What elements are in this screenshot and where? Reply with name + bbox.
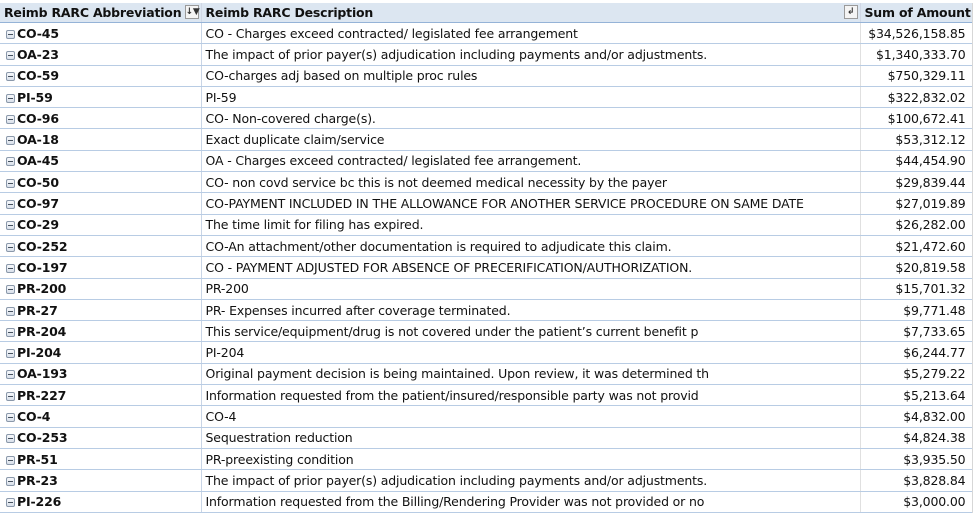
description-cell[interactable]: CO-charges adj based on multiple proc rules	[201, 65, 860, 86]
pivot-header-row	[0, 3, 972, 23]
amount-cell[interactable]: $6,244.77	[860, 342, 972, 363]
collapse-minus-icon[interactable]	[6, 434, 15, 443]
abbreviation-value: PR-27	[17, 302, 58, 318]
collapse-minus-icon[interactable]	[6, 115, 15, 124]
amount-cell[interactable]: $3,828.84	[860, 470, 972, 491]
amount-cell[interactable]: $4,832.00	[860, 406, 972, 427]
abbreviation-cell[interactable]	[0, 448, 201, 469]
amount-cell[interactable]: $27,019.89	[860, 193, 972, 214]
adjacent-empty-column	[972, 3, 980, 513]
table-row[interactable]	[0, 385, 972, 406]
abbreviation-cell[interactable]	[0, 129, 201, 150]
description-cell[interactable]: CO - Charges exceed contracted/ legislated fee arrangement	[201, 23, 860, 44]
description-cell[interactable]: PI-59	[201, 86, 860, 107]
collapse-minus-icon[interactable]	[6, 456, 15, 465]
pivot-body	[0, 23, 972, 513]
collapse-minus-icon[interactable]	[6, 72, 15, 81]
description-cell[interactable]: Original payment decision is being maintained. Upon review, it was determined th	[201, 363, 860, 384]
amount-column-header[interactable]	[860, 3, 972, 23]
abbreviation-value: PR-200	[17, 281, 67, 297]
abbreviation-value: CO-29	[17, 217, 59, 233]
description-cell[interactable]: OA - Charges exceed contracted/ legislated fee arrangement.	[201, 150, 860, 171]
table-row[interactable]	[0, 406, 972, 427]
abbreviation-cell[interactable]	[0, 214, 201, 235]
description-cell[interactable]: PI-204	[201, 342, 860, 363]
table-row[interactable]	[0, 44, 972, 65]
abbreviation-value: OA-45	[17, 153, 59, 169]
pivot-table	[0, 3, 973, 513]
abbreviation-cell[interactable]	[0, 363, 201, 384]
collapse-minus-icon[interactable]	[6, 30, 15, 39]
abbreviation-value: CO-96	[17, 110, 59, 126]
abbreviation-cell[interactable]	[0, 491, 201, 512]
description-cell[interactable]: CO - PAYMENT ADJUSTED FOR ABSENCE OF PRECERIFICATION/AUTHORIZATION.	[201, 257, 860, 278]
abbreviation-cell[interactable]	[0, 470, 201, 491]
abbreviation-cell[interactable]	[0, 108, 201, 129]
abbreviation-cell[interactable]	[0, 44, 201, 65]
table-row[interactable]	[0, 299, 972, 320]
amount-cell[interactable]: $4,824.38	[860, 427, 972, 448]
table-row[interactable]	[0, 150, 972, 171]
collapse-minus-icon[interactable]	[6, 328, 15, 337]
description-column-header[interactable]	[201, 3, 860, 23]
abbreviation-value: PI-226	[17, 494, 62, 510]
collapse-minus-icon[interactable]	[6, 413, 15, 422]
collapse-minus-icon[interactable]	[6, 94, 15, 103]
amount-cell[interactable]: $34,526,158.85	[860, 23, 972, 44]
amount-header-label: Sum of Amount	[864, 5, 971, 20]
abbreviation-value: CO-45	[17, 25, 59, 41]
abbreviation-cell[interactable]	[0, 235, 201, 256]
table-row[interactable]	[0, 342, 972, 363]
table-row[interactable]	[0, 214, 972, 235]
abbreviation-cell[interactable]	[0, 150, 201, 171]
collapse-minus-icon[interactable]	[6, 285, 15, 294]
table-row[interactable]	[0, 172, 972, 193]
table-row[interactable]	[0, 257, 972, 278]
description-cell[interactable]: CO-4	[201, 406, 860, 427]
table-row[interactable]	[0, 23, 972, 44]
amount-cell[interactable]: $3,935.50	[860, 448, 972, 469]
description-cell[interactable]: The time limit for filing has expired.	[201, 214, 860, 235]
abbreviation-cell[interactable]	[0, 299, 201, 320]
table-row[interactable]	[0, 108, 972, 129]
amount-cell[interactable]: $9,771.48	[860, 299, 972, 320]
abbreviation-value: PI-204	[17, 345, 62, 361]
amount-cell[interactable]: $53,312.12	[860, 129, 972, 150]
table-row[interactable]	[0, 129, 972, 150]
abbreviation-cell[interactable]	[0, 193, 201, 214]
amount-cell[interactable]: $26,282.00	[860, 214, 972, 235]
collapse-minus-icon[interactable]	[6, 370, 15, 379]
amount-cell[interactable]: $750,329.11	[860, 65, 972, 86]
collapse-minus-icon[interactable]	[6, 51, 15, 60]
abbreviation-value: CO-59	[17, 68, 59, 84]
description-cell[interactable]: Information requested from the patient/insured/responsible party was not provid	[201, 385, 860, 406]
collapse-minus-icon[interactable]	[6, 264, 15, 273]
table-row[interactable]	[0, 491, 972, 512]
abbreviation-value: CO-253	[17, 430, 68, 446]
collapse-minus-icon[interactable]	[6, 157, 15, 166]
amount-cell[interactable]: $100,672.41	[860, 108, 972, 129]
abbreviation-value: PR-227	[17, 387, 67, 403]
amount-cell[interactable]: $20,819.58	[860, 257, 972, 278]
abbreviation-cell[interactable]	[0, 406, 201, 427]
abbreviation-cell[interactable]	[0, 65, 201, 86]
collapse-minus-icon[interactable]	[6, 136, 15, 145]
table-row[interactable]	[0, 448, 972, 469]
description-cell[interactable]: This service/equipment/drug is not covered under the patient’s current benefit p	[201, 321, 860, 342]
description-cell[interactable]: CO-PAYMENT INCLUDED IN THE ALLOWANCE FOR ANOTHER SERVICE PROCEDURE ON SAME DATE	[201, 193, 860, 214]
abbreviation-value: PR-51	[17, 451, 58, 467]
abbreviation-cell[interactable]	[0, 257, 201, 278]
abbreviation-value: PR-23	[17, 472, 58, 488]
amount-cell[interactable]: $44,454.90	[860, 150, 972, 171]
collapse-minus-icon[interactable]	[6, 498, 15, 507]
collapse-minus-icon[interactable]	[6, 349, 15, 358]
abbreviation-header-label: Reimb RARC Abbreviation	[4, 5, 182, 20]
description-cell[interactable]: Exact duplicate claim/service	[201, 129, 860, 150]
table-row[interactable]	[0, 427, 972, 448]
collapse-minus-icon[interactable]	[6, 221, 15, 230]
abbreviation-cell[interactable]	[0, 86, 201, 107]
abbreviation-value: CO-97	[17, 196, 59, 212]
collapse-minus-icon[interactable]	[6, 179, 15, 188]
abbreviation-value: PR-204	[17, 323, 67, 339]
abbreviation-value: OA-18	[17, 132, 59, 148]
amount-cell[interactable]: $29,839.44	[860, 172, 972, 193]
collapse-minus-icon[interactable]	[6, 200, 15, 209]
description-cell[interactable]: CO-An attachment/other documentation is required to adjudicate this claim.	[201, 235, 860, 256]
description-cell[interactable]: The impact of prior payer(s) adjudication including payments and/or adjustments.	[201, 470, 860, 491]
amount-cell[interactable]: $5,279.22	[860, 363, 972, 384]
description-cell[interactable]: Sequestration reduction	[201, 427, 860, 448]
collapse-minus-icon[interactable]	[6, 392, 15, 401]
description-cell[interactable]: PR- Expenses incurred after coverage terminated.	[201, 299, 860, 320]
table-row[interactable]	[0, 278, 972, 299]
collapse-minus-icon[interactable]	[6, 477, 15, 486]
description-cell[interactable]: CO- non covd service bc this is not deemed medical necessity by the payer	[201, 172, 860, 193]
table-row[interactable]	[0, 470, 972, 491]
abbreviation-value: CO-197	[17, 259, 68, 275]
amount-cell[interactable]: $5,213.64	[860, 385, 972, 406]
amount-cell[interactable]: $3,000.00	[860, 491, 972, 512]
abbreviation-cell[interactable]	[0, 172, 201, 193]
abbreviation-value: OA-23	[17, 46, 59, 62]
abbreviation-value: OA-193	[17, 366, 68, 382]
filter-sort-icon[interactable]: ↓▼	[185, 7, 200, 17]
abbreviation-value: CO-252	[17, 238, 68, 254]
amount-cell[interactable]: $15,701.32	[860, 278, 972, 299]
description-cell[interactable]: PR-200	[201, 278, 860, 299]
description-cell[interactable]: PR-preexisting condition	[201, 448, 860, 469]
abbreviation-cell[interactable]	[0, 321, 201, 342]
collapse-minus-icon[interactable]	[6, 243, 15, 252]
abbreviation-cell[interactable]	[0, 23, 201, 44]
abbreviation-cell[interactable]	[0, 427, 201, 448]
table-row[interactable]	[0, 321, 972, 342]
table-row[interactable]	[0, 65, 972, 86]
description-cell[interactable]: Information requested from the Billing/Rendering Provider was not provided or no	[201, 491, 860, 512]
description-header-label: Reimb RARC Description	[205, 5, 374, 20]
table-row[interactable]	[0, 235, 972, 256]
amount-cell[interactable]: $21,472.60	[860, 235, 972, 256]
amount-cell[interactable]: $1,340,333.70	[860, 44, 972, 65]
amount-cell[interactable]: $322,832.02	[860, 86, 972, 107]
abbreviation-value: PI-59	[17, 89, 53, 105]
table-row[interactable]	[0, 86, 972, 107]
sort-descending-icon[interactable]: ↲	[844, 5, 858, 19]
abbreviation-cell[interactable]	[0, 278, 201, 299]
abbreviation-cell[interactable]	[0, 385, 201, 406]
table-row[interactable]	[0, 193, 972, 214]
abbreviation-value: CO-50	[17, 174, 59, 190]
amount-cell[interactable]: $7,733.65	[860, 321, 972, 342]
description-cell[interactable]: CO- Non-covered charge(s).	[201, 108, 860, 129]
abbreviation-value: CO-4	[17, 408, 51, 424]
collapse-minus-icon[interactable]	[6, 307, 15, 316]
abbreviation-cell[interactable]	[0, 342, 201, 363]
abbreviation-column-header[interactable]	[0, 3, 201, 23]
table-row[interactable]	[0, 363, 972, 384]
description-cell[interactable]: The impact of prior payer(s) adjudication including payments and/or adjustments.	[201, 44, 860, 65]
